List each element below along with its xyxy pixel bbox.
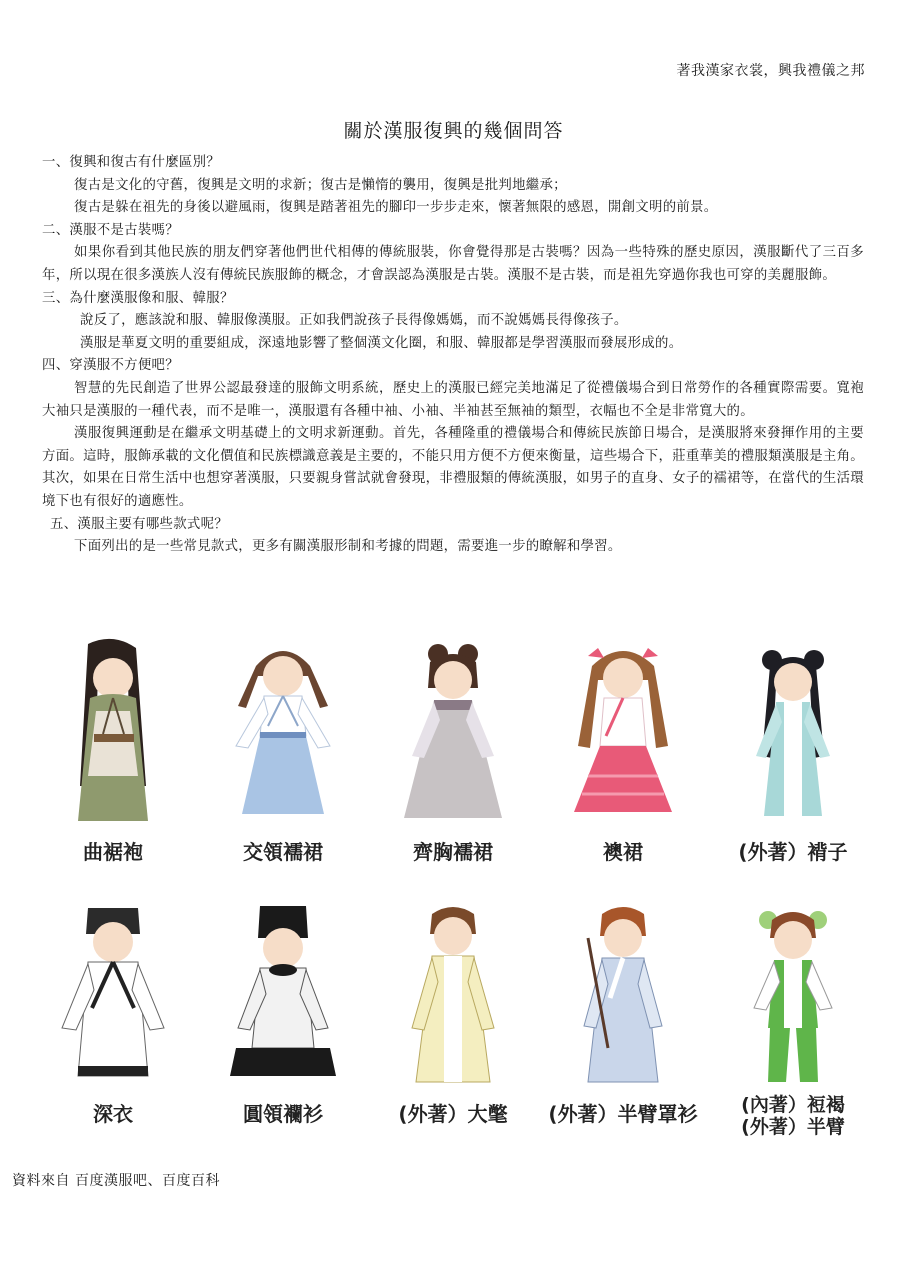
jiaoling-ruqun-figure-icon bbox=[228, 636, 338, 832]
style-label-banbi: (外著）半臂 bbox=[741, 1116, 845, 1138]
aoqun-figure-icon bbox=[568, 636, 678, 832]
style-card-qixiong-ruqun bbox=[378, 636, 528, 886]
style-card-yuanling-lanshan bbox=[208, 898, 358, 1148]
style-label-aoqun: 襖裙 bbox=[603, 840, 643, 864]
banbi-zhaoshan-figure-icon bbox=[568, 898, 678, 1094]
header-motto: 著我漢家衣裳，興我禮儀之邦 bbox=[676, 63, 865, 79]
style-card-beizi bbox=[718, 636, 868, 886]
style-card-aoqun bbox=[548, 636, 698, 886]
dachang-figure-icon bbox=[398, 898, 508, 1094]
question-5: 五、漢服主要有哪些款式呢？ bbox=[50, 516, 228, 532]
style-label-quju-pao: 曲裾袍 bbox=[83, 840, 143, 864]
hanfu-styles-grid bbox=[38, 636, 878, 1156]
shenyi-figure-icon bbox=[58, 898, 168, 1094]
style-label-qixiong-ruqun: 齊胸襦裙 bbox=[413, 840, 493, 864]
qa-body bbox=[42, 152, 864, 559]
style-card-dachang bbox=[378, 898, 528, 1148]
yuanling-lanshan-figure-icon bbox=[228, 898, 338, 1094]
style-label-jiaoling-ruqun: 交領襦裙 bbox=[243, 840, 323, 864]
qixiong-ruqun-figure-icon bbox=[398, 636, 508, 832]
style-label-dachang: (外著）大氅 bbox=[398, 1102, 508, 1126]
style-card-jiaoling-ruqun bbox=[208, 636, 358, 886]
style-card-shuhe-banbi bbox=[718, 898, 868, 1148]
style-label-banbi-zhaoshan: (外著）半臂罩衫 bbox=[548, 1102, 698, 1126]
page-title: 關於漢服復興的幾個問答 bbox=[343, 120, 564, 142]
answer-1-para-2: 復古是躲在祖先的身後以避風雨，復興是踏著祖先的腳印一步步走來，懷著無限的感恩，開創文明的前景。 bbox=[74, 200, 718, 216]
style-label-yuanling-lanshan: 圓領襴衫 bbox=[243, 1102, 323, 1126]
style-label-shenyi: 深衣 bbox=[93, 1102, 133, 1126]
quju-pao-figure-icon bbox=[58, 636, 168, 832]
question-4: 四、穿漢服不方便吧？ bbox=[42, 358, 179, 374]
shuhe-banbi-figure-icon bbox=[738, 898, 848, 1094]
style-card-shenyi bbox=[38, 898, 188, 1148]
style-label-beizi: (外著）褙子 bbox=[738, 840, 848, 864]
answer-3-para-1: 說反了，應該說和服、韓服像漢服。正如我們說孩子長得像媽媽，而不說媽媽長得像孩子。 bbox=[80, 313, 628, 329]
style-card-quju-pao bbox=[38, 636, 188, 886]
beizi-figure-icon bbox=[738, 636, 848, 832]
style-label-shuhe: (內著）裋褐 bbox=[741, 1094, 845, 1116]
question-3: 三、為什麼漢服像和服、韓服？ bbox=[42, 290, 234, 306]
answer-2-para-1: 如果你看到其他民族的朋友們穿著他們世代相傳的傳統服裝，你會覺得那是古裝嗎？因為一些特殊的歷史原因，漢服斷代了三百多年，所以現在很多漢族人沒有傳統民族服飾的概念，才會誤認為漢服是古裝。漢服不是古裝，而是祖先穿過你我也可穿的美麗服飾。 bbox=[42, 245, 864, 283]
style-card-banbi-zhaoshan bbox=[548, 898, 698, 1148]
style-label-shuhe-banbi bbox=[704, 1094, 882, 1138]
answer-5-para-1: 下面列出的是一些常見款式，更多有關漢服形制和考據的問題，需要進一步的瞭解和學習。 bbox=[74, 539, 622, 555]
question-1: 一、復興和復古有什麼區別？ bbox=[42, 155, 220, 170]
source-note: 資料來自 百度漢服吧、百度百科 bbox=[12, 1173, 220, 1189]
answer-1-para-1: 復古是文化的守舊，復興是文明的求新；復古是懶惰的襲用，復興是批判地繼承； bbox=[74, 177, 567, 193]
answer-4-para-1: 智慧的先民創造了世界公認最發達的服飾文明系統，歷史上的漢服已經完美地滿足了從禮儀場合到日常勞作的各種實際需要。寬袍大袖只是漢服的一種代表，而不是唯一，漢服還有各種中袖、小袖、半袖甚至無袖的類型，衣幅也不全是非常寬大的。 bbox=[42, 380, 864, 419]
answer-4-para-2: 漢服復興運動是在繼承文明基礎上的文明求新運動。首先，各種隆重的禮儀場合和傳統民族節日場合，是漢服將來發揮作用的主要方面。這時，服飾承載的文化價值和民族標識意義是主要的，不能只用方便不方便來衡量，這些場合下，莊重華美的禮服類漢服是主角。其次，如果在日常生活中也想穿著漢服，只要親身嘗試就會發現，非禮服類的傳統漢服，如男子的直身、女子的襦裙等，在當代的生活環境下也有很好的適應性。 bbox=[42, 426, 864, 509]
question-2: 二、漢服不是古裝嗎？ bbox=[42, 222, 179, 238]
answer-3-para-2: 漢服是華夏文明的重要組成，深遠地影響了整個漢文化圈，和服、韓服都是學習漢服而發展形成的。 bbox=[80, 335, 683, 351]
